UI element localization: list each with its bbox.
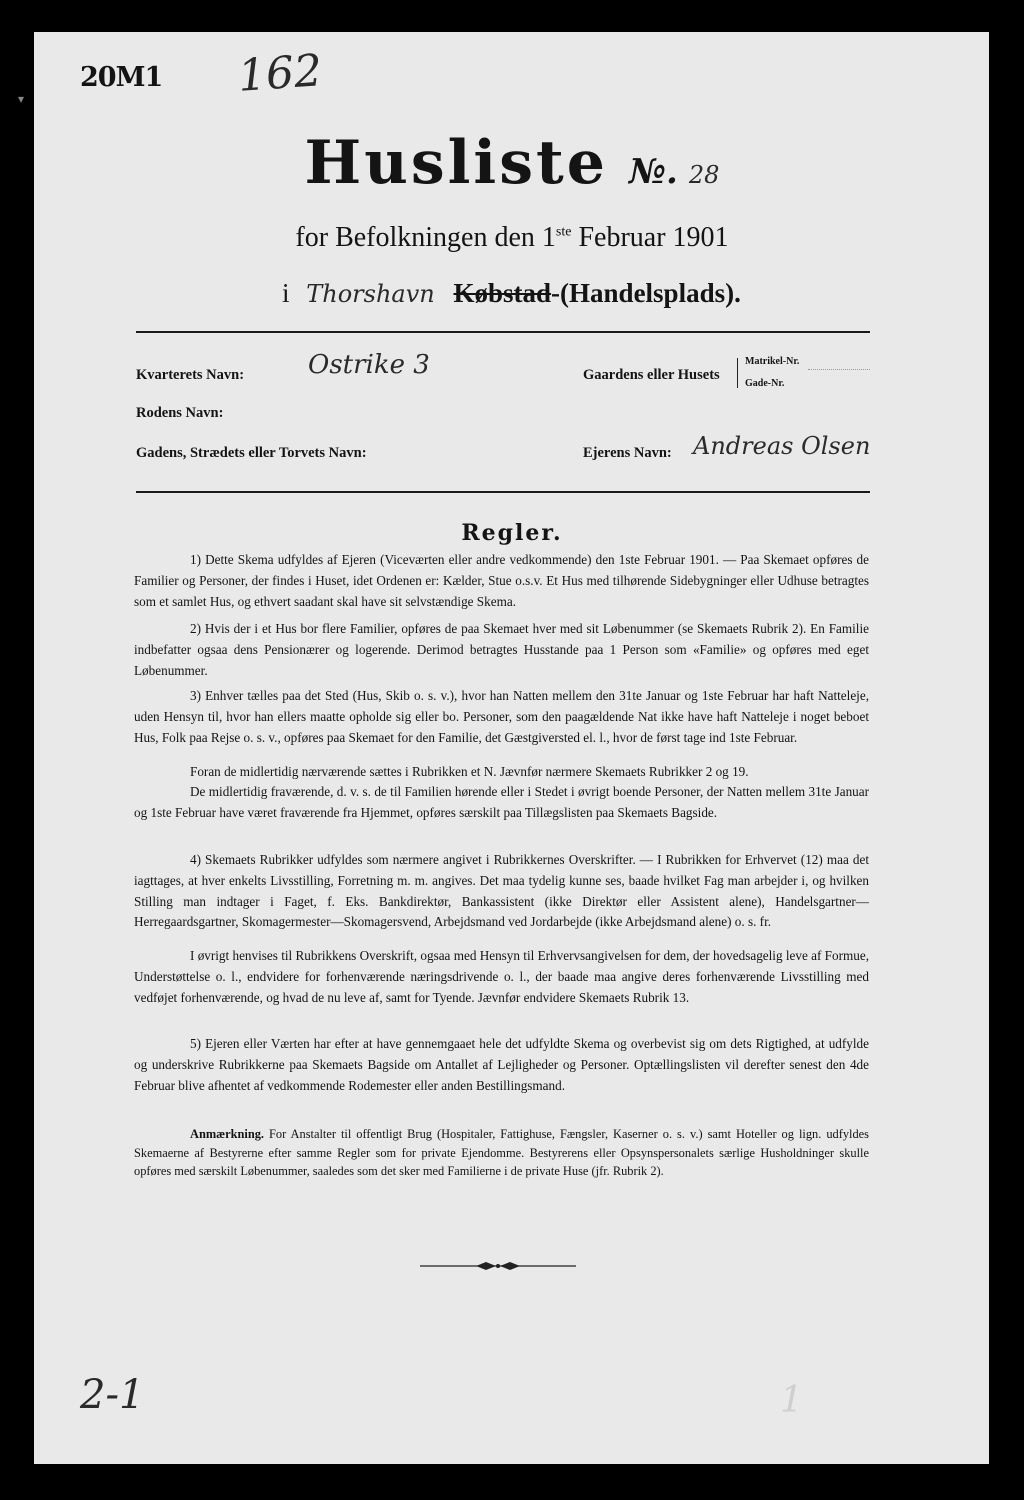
rule-paragraph-2: 2) Hvis der i et Hus bor flere Familier, opføres de paa Skemaet hver med sit Løbenummer (se Skemaets Rubrik 2). En Familie indbefatter ogsaa dens Pensionærer og logerende. Derimod betragtes Husstande paa 1 Person som «Familie» og opføres med eget Løbenummer.	[134, 621, 869, 678]
archive-stamp: 20M1	[80, 62, 163, 93]
rule-paragraph-5: 5) Ejeren eller Værten har efter at have gennemgaaet hele det udfyldte Skema og overbevist sig om dets Rigtighed, at udfylde og underskrive Rubrikkerne paa Skemaets Bagside om Antallet af Lejligheder og Personer. Optællingslisten vil derefter senest den 4de Februar blive afhentet af vedkommende Rodemester eller anden Bestillingsmand.	[134, 1036, 869, 1093]
rule-paragraph-3c: De midlertidig fraværende, d. v. s. de til Familien hørende eller i Stedet i øvrigt boende Personer, der Natten mellem 31te Januar og 1ste Februar have været fraværende fra Hjemmet, opføres særskilt paa Tillægslisten paa Skemaets Bagside.	[134, 784, 869, 820]
matrikel-line	[808, 369, 870, 370]
annotation-paragraph	[134, 1125, 869, 1181]
subtitle-before: for Befolkningen den 1	[295, 222, 556, 253]
gaard-brace	[737, 358, 740, 388]
place-struck: Købstad	[453, 278, 552, 308]
handwritten-archive-number: 162	[236, 45, 324, 102]
ejer-value: Andreas Olsen	[693, 432, 871, 460]
ornament-divider	[420, 1256, 576, 1276]
place-line	[282, 278, 741, 309]
place-prefix: i	[282, 278, 290, 308]
rules-heading: Regler.	[461, 520, 563, 546]
ejer-label: Ejerens Navn:	[583, 445, 672, 461]
subtitle-sup: ste	[555, 224, 572, 240]
title-main: Husliste	[304, 128, 608, 198]
place-suffix: -(Handelsplads).	[551, 278, 741, 308]
edge-mark: ▾	[18, 92, 25, 106]
gade-nr-label: Gade-Nr.	[745, 378, 785, 389]
kvarter-value: Ostrike 3	[308, 350, 430, 380]
rule-paragraph-1: 1) Dette Skema udfyldes af Ejeren (Viceværten eller andre vedkommende) den 1ste Februar 1901. — Paa Skemaet opføres de Familier og Personer, der findes i Huset, idet Ordenen er: Kælder, Stue o.s.v. Et Hus med tilhørende Sidebygninger eller Udhuse betragtes som et samlet Hus, og ethvert saadant skal have sit selvstændige Skema.	[134, 552, 869, 609]
kvarter-label: Kvarterets Navn:	[136, 367, 245, 383]
gaard-label: Gaardens eller Husets	[583, 367, 720, 383]
rule-paragraph-4b: I øvrigt henvises til Rubrikkens Overskrift, ogsaa med Hensyn til Erhvervsangivelsen for dem, der hovedsagelig leve af Formue, Understøttelse o. l., endvidere for forhenværende næringsdrivende o. l., der baade maa angive deres forhenværende Livsstilling med vedføjet forhenværende, og hvad de nu leve af, samt for Tyende. Jævnfør endvidere Skemaets Rubrik 13.	[134, 948, 869, 1005]
rule-paragraph-3b: Foran de midlertidig nærværende sættes i Rubrikken et N. Jævnfør nærmere Skemaets Rubrikker 2 og 19.	[190, 764, 749, 779]
form-subtitle	[0, 222, 1024, 254]
rule-paragraph-4: 4) Skemaets Rubrikker udfyldes som nærmere angivet i Rubrikkernes Overskrifter. — I Rubrikken for Erhvervet (12) maa det iagttages, at hver enkelts Livsstilling, Forretning m. m. angives. Det maa tydelig kunne ses, baade hvilket Fag man arbejder i, og hvilken Stilling man indtager i Faget, f. Eks. Bankdirektør, Bankassistent (ikke Direktør eller Assistent alene), Handelsgartner—Herregaardsgartner, Skomagermester—Skomagersvend, Arbejdsmand ved Jordarbejde (ikke Arbejdsmand alene) o. s. fr.	[134, 852, 869, 930]
place-handwritten: Thorshavn	[306, 280, 435, 308]
form-title	[0, 128, 1024, 198]
gade-label: Gadens, Strædets eller Torvets Navn:	[136, 445, 367, 461]
annotation-text: For Anstalter til offentligt Brug (Hospitaler, Fattighuse, Fængsler, Kaserner o. s. v.) samt Hoteller og lign. udfyldes Skemaerne af Bestyrerne efter samme Regler som for private Ejendomme. Bestyrerens eller Opsynspersonalets særlige Husholdninger skulle opføres med særskilt Løbenummer, saaledes som det sker med Familierne i de private Huse (jfr. Rubrik 2).	[134, 1127, 869, 1178]
top-rule	[136, 331, 870, 333]
annotation-label: Anmærkning.	[190, 1127, 265, 1141]
bottom-rule	[136, 491, 870, 493]
title-number-label: №.	[629, 152, 678, 192]
title-number-value: 28	[688, 161, 720, 189]
handwritten-margin-note: 2-1	[80, 1372, 145, 1418]
faint-margin-mark: 1	[780, 1380, 803, 1421]
matrikel-label: Matrikel-Nr.	[745, 356, 800, 367]
subtitle-after: Februar 1901	[571, 222, 729, 253]
rule-paragraph-3: 3) Enhver tælles paa det Sted (Hus, Skib o. s. v.), hvor han Natten mellem den 31te Januar og 1ste Februar har haft Natteleje, uden Hensyn til, hvor han ellers maatte opholde sig eller bo. Personer, som den paagældende Nat ikke have haft Natteleje i noget beboet Hus, Folk paa Rejse o. s. v., opføres paa Skemaet for den Familie, det Gæstgiversted el. l., hvor de først tage ind 1ste Februar.	[134, 688, 869, 745]
roden-label: Rodens Navn:	[136, 405, 224, 421]
